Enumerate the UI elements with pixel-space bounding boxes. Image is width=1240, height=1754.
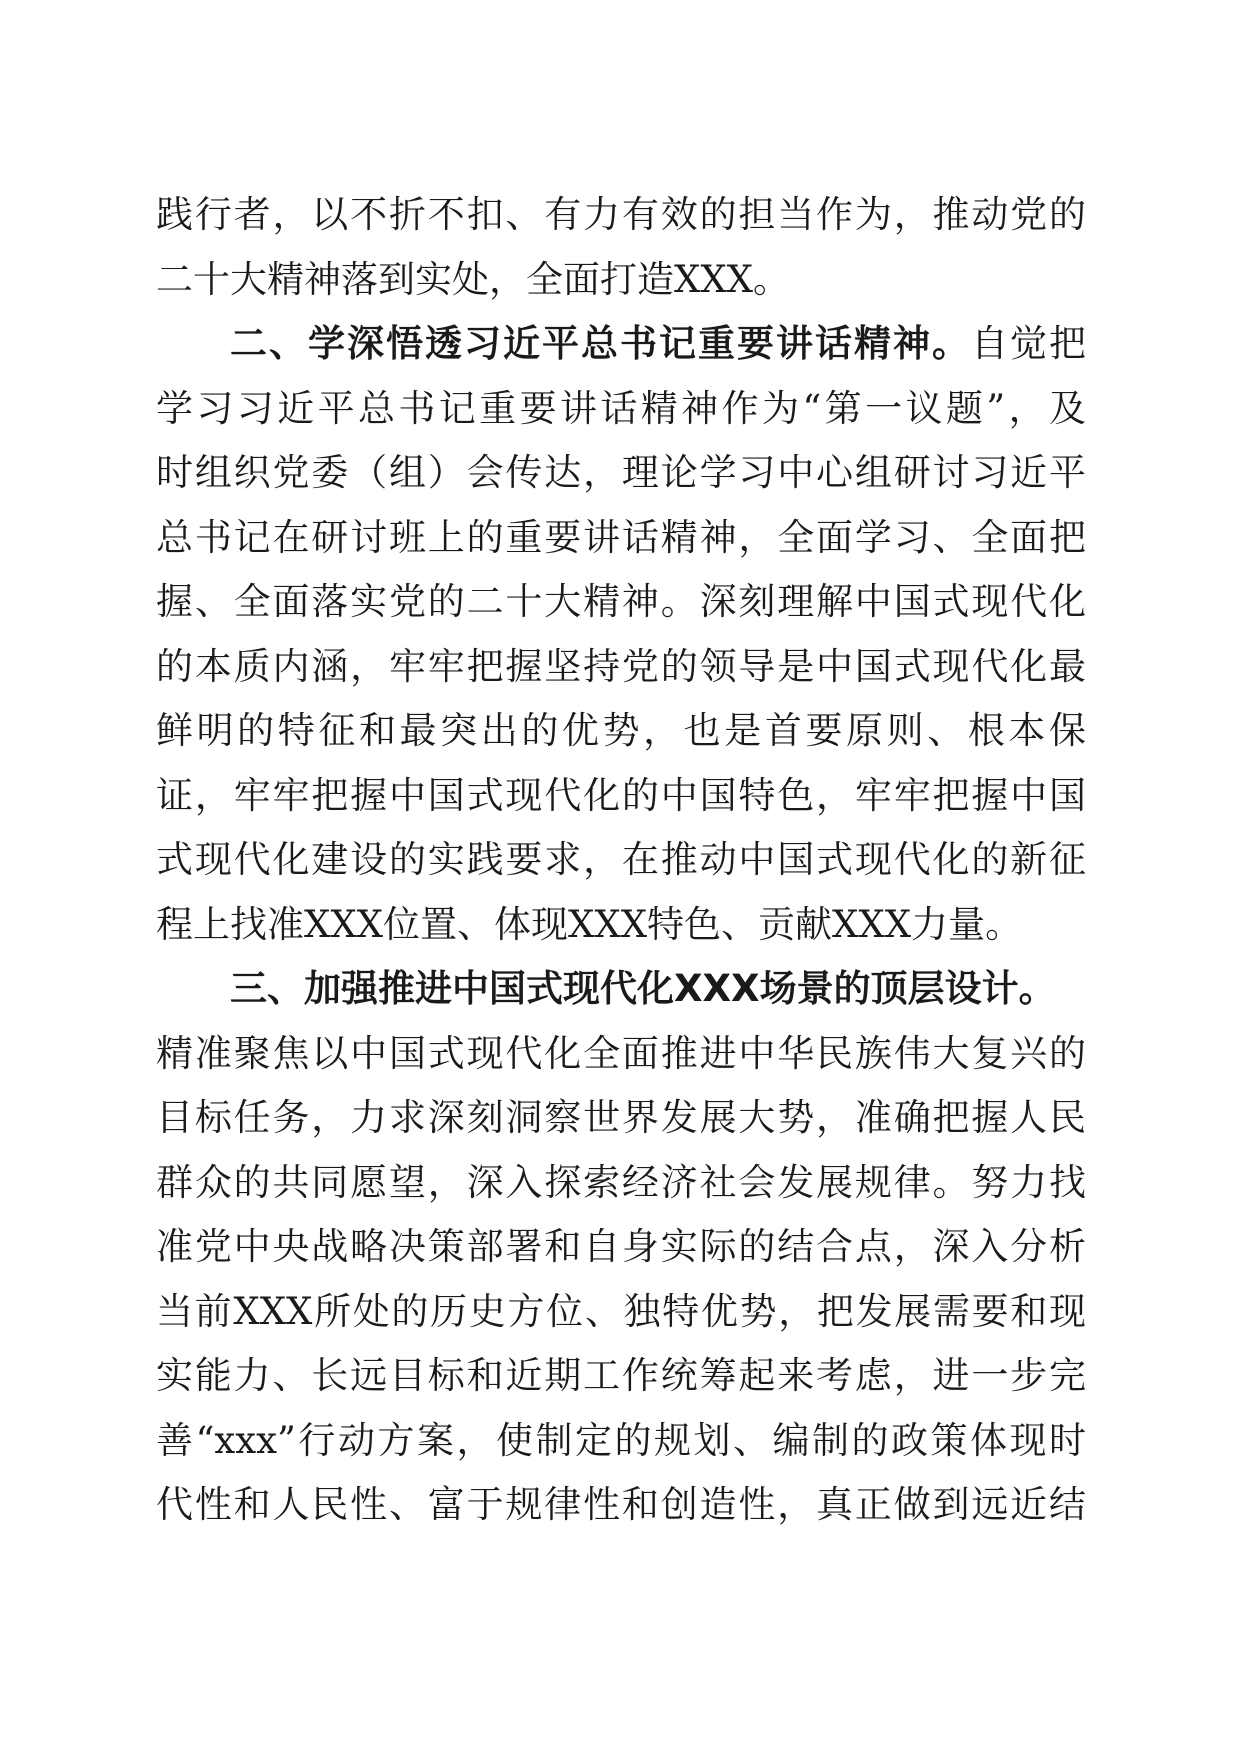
paragraph-3-line: 实能力、长远目标和近期工作统筹起来考虑，进一步完 bbox=[156, 1354, 1086, 1397]
paragraph-1-line-2: 二十大精神落到实处，全面打造XXX。 bbox=[156, 257, 791, 301]
paragraph-1-line-1: 践行者，以不折不扣、有力有效的担当作为，推动党的 bbox=[156, 193, 1086, 236]
paragraph-2-first-line bbox=[156, 312, 1086, 377]
paragraph-2-line: 程上找准XXX位置、体现XXX特色、贡献XXX力量。 bbox=[156, 902, 1023, 946]
paragraph-2-line: 证，牢牢把握中国式现代化的中国特色，牢牢把握中国 bbox=[156, 773, 1086, 817]
paragraph-2-first-line-rest: 自觉把 bbox=[971, 322, 1086, 365]
paragraph-2-line: 学习习近平总书记重要讲话精神作为“第一议题”，及 bbox=[156, 386, 1086, 430]
paragraph-2-line: 握、全面落实党的二十大精神。深刻理解中国式现代化 bbox=[156, 580, 1086, 623]
paragraph-2-line: 的本质内涵，牢牢把握坚持党的领导是中国式现代化最 bbox=[156, 644, 1086, 688]
section-heading-3: 三、加强推进中国式现代化XXX场景的顶层设计。 bbox=[230, 967, 1056, 1010]
paragraph-2-line: 时组织党委（组）会传达，理论学习中心组研讨习近平 bbox=[156, 451, 1086, 494]
paragraph-3-line: 目标任务，力求深刻洞察世界发展大势，准确把握人民 bbox=[156, 1096, 1086, 1139]
paragraph-2-line: 鲜明的特征和最突出的优势，也是首要原则、根本保 bbox=[156, 709, 1086, 752]
paragraph-3-first-line bbox=[156, 957, 1086, 1022]
section-heading-2: 二、学深悟透习近平总书记重要讲话精神。 bbox=[230, 322, 971, 365]
body-text bbox=[156, 183, 1086, 1538]
paragraph-2-line: 式现代化建设的实践要求，在推动中国式现代化的新征 bbox=[156, 838, 1086, 881]
paragraph-3-line: 善“xxx”行动方案，使制定的规划、编制的政策体现时 bbox=[156, 1418, 1086, 1462]
paragraph-2-line: 总书记在研讨班上的重要讲话精神，全面学习、全面把 bbox=[156, 515, 1086, 559]
paragraph-3-line: 群众的共同愿望，深入探索经济社会发展规律。努力找 bbox=[156, 1160, 1086, 1204]
paragraph-3-line: 精准聚焦以中国式现代化全面推进中华民族伟大复兴的 bbox=[156, 1031, 1086, 1075]
paragraph-3-line: 准党中央战略决策部署和自身实际的结合点，深入分析 bbox=[156, 1225, 1086, 1268]
paragraph-3-line: 当前XXX所处的历史方位、独特优势，把发展需要和现 bbox=[156, 1289, 1086, 1333]
paragraph-3-line: 代性和人民性、富于规律性和创造性，真正做到远近结 bbox=[156, 1483, 1086, 1526]
